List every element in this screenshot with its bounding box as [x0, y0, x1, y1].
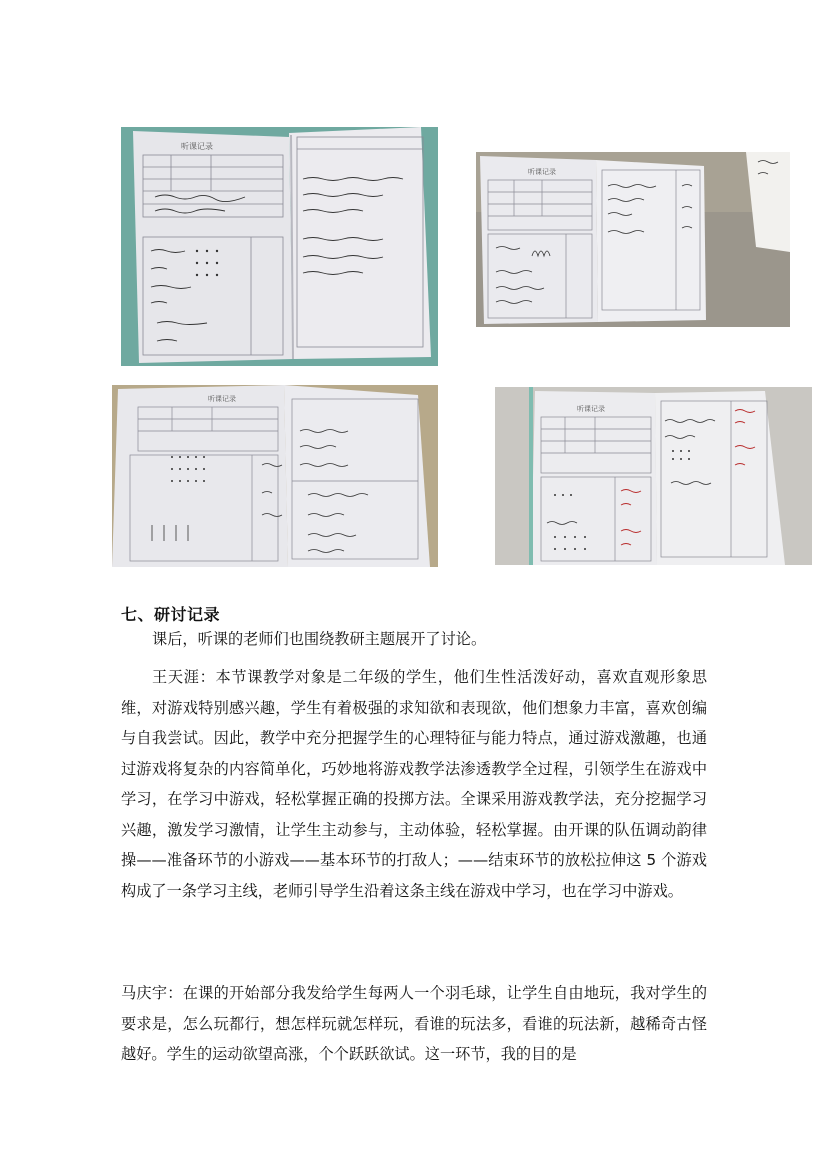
photo-lesson-record-3	[112, 385, 438, 567]
svg-text:听课记录: 听课记录	[181, 142, 213, 151]
notebook-photo	[112, 385, 438, 567]
svg-text:听课记录: 听课记录	[208, 395, 236, 403]
svg-text:听课记录: 听课记录	[528, 168, 556, 176]
photo-lesson-record-4	[495, 387, 812, 565]
section-heading: 七、研讨记录	[121, 605, 221, 624]
wang-paragraph: 王天涯：本节课教学对象是二年级的学生，他们生性活泼好动，喜欢直观形象思维，对游戏特别感兴趣，学生有着极强的求知欲和表现欲，他们想象力丰富，喜欢创编与自我尝试。因此，教学中充分把握学生的心理特征与能力特点，通过游戏激趣，也通过游戏将复杂的内容简单化，巧妙地将游戏教学法渗透教学全过程，引领学生在游戏中学习，在学习中游戏，轻松掌握正确的投掷方法。全课采用游戏教学法，充分挖掘学习兴趣，激发学习激情，让学生主动参与，主动体验，轻松掌握。由开课的队伍调动韵律操——准备环节的小游戏——基本环节的打敌人；——结束环节的放松拉伸这 5 个游戏构成了一条学习主线，老师引导学生沿着这条主线在游戏中学习，也在学习中游戏。	[121, 668, 707, 900]
photo-lesson-record-1	[121, 127, 438, 366]
svg-text:听课记录: 听课记录	[577, 405, 605, 413]
notebook-photo	[495, 387, 812, 565]
intro-paragraph: 课后，听课的老师们也围绕教研主题展开了讨论。	[152, 630, 487, 648]
notebook-photo	[476, 152, 790, 327]
ma-paragraph: 马庆宇：在课的开始部分我发给学生每两人一个羽毛球，让学生自由地玩，我对学生的要求是，怎么玩都行，想怎样玩就怎样玩，看谁的玩法多，看谁的玩法新，越稀奇古怪越好。学生的运动欲望高涨，个个跃跃欲试。这一环节，我的目的是	[121, 984, 707, 1063]
photo-lesson-record-2	[476, 152, 790, 327]
notebook-photo	[121, 127, 438, 366]
